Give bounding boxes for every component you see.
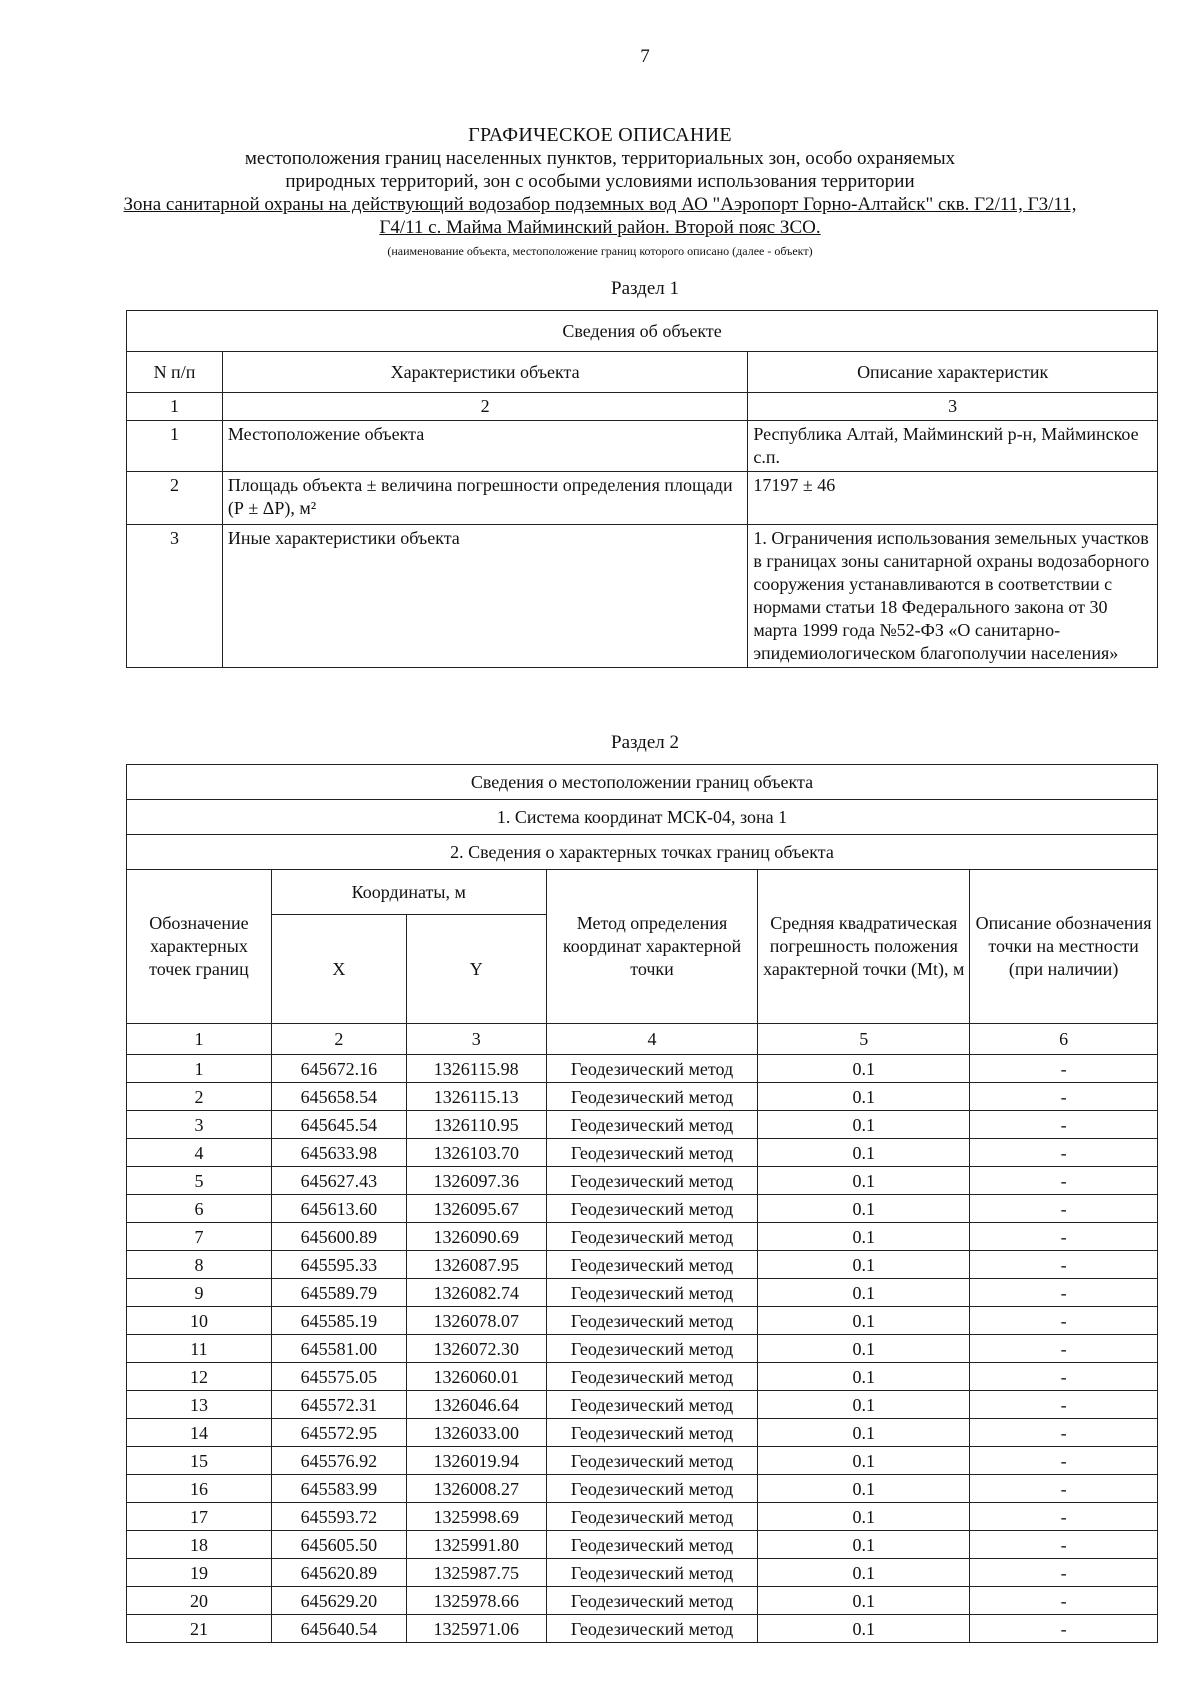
page-number: 7: [640, 46, 650, 67]
row-characteristic: Иные характеристики объекта: [222, 525, 747, 668]
point-method: Геодезический метод: [546, 1251, 758, 1279]
row-description: 1. Ограничения использования земельных участков в границах зоны санитарной охраны водозаборного сооружения устанавливаются в соответствии с нормами статьи 18 Федерального закона от 30 марта 1999 года №52-ФЗ «О санитарно-эпидемиологическом благополучии населения»: [748, 525, 1158, 668]
point-y: 1326019.94: [406, 1447, 546, 1475]
point-description: -: [970, 1419, 1158, 1447]
header-x: X: [271, 915, 406, 1024]
table-row: [127, 1391, 1158, 1419]
point-method: Геодезический метод: [546, 1531, 758, 1559]
point-id: 7: [127, 1223, 272, 1251]
point-mt: 0.1: [758, 1615, 970, 1643]
point-description: -: [970, 1195, 1158, 1223]
document-subtitle-line2: природных территорий, зон с особыми условиями использования территории: [285, 171, 915, 192]
column-number: 3: [406, 1024, 546, 1055]
point-description: -: [970, 1531, 1158, 1559]
row-description: 17197 ± 46: [748, 472, 1158, 525]
point-mt: 0.1: [758, 1531, 970, 1559]
point-method: Геодезический метод: [546, 1083, 758, 1111]
point-x: 645613.60: [271, 1195, 406, 1223]
point-y: 1326082.74: [406, 1279, 546, 1307]
point-x: 645593.72: [271, 1503, 406, 1531]
point-method: Геодезический метод: [546, 1559, 758, 1587]
point-x: 645572.31: [271, 1391, 406, 1419]
object-name-note: (наименование объекта, местоположение границ которого описано (далее - объект): [387, 244, 813, 258]
header-error: Средняя квадратическая погрешность положения характерной точки (Mt), м: [758, 870, 970, 1024]
table-row: [127, 1503, 1158, 1531]
object-info-table: [126, 310, 1158, 668]
point-method: Геодезический метод: [546, 1335, 758, 1363]
point-description: -: [970, 1307, 1158, 1335]
point-description: -: [970, 1167, 1158, 1195]
point-description: -: [970, 1363, 1158, 1391]
point-y: 1325987.75: [406, 1559, 546, 1587]
header-characteristic: Характеристики объекта: [222, 352, 747, 393]
object-info-caption: Сведения об объекте: [127, 311, 1158, 352]
point-x: 645627.43: [271, 1167, 406, 1195]
point-y: 1325978.66: [406, 1587, 546, 1615]
point-id: 19: [127, 1559, 272, 1587]
point-method: Геодезический метод: [546, 1363, 758, 1391]
point-y: 1326115.98: [406, 1055, 546, 1083]
point-id: 8: [127, 1251, 272, 1279]
point-x: 645633.98: [271, 1139, 406, 1167]
point-method: Геодезический метод: [546, 1587, 758, 1615]
point-id: 2: [127, 1083, 272, 1111]
point-x: 645576.92: [271, 1447, 406, 1475]
point-id: 20: [127, 1587, 272, 1615]
table-row: [127, 421, 1158, 472]
point-id: 5: [127, 1167, 272, 1195]
point-y: 1326060.01: [406, 1363, 546, 1391]
point-id: 17: [127, 1503, 272, 1531]
point-id: 3: [127, 1111, 272, 1139]
header-y: Y: [406, 915, 546, 1024]
table-row: [127, 1335, 1158, 1363]
table-row: [127, 1055, 1158, 1083]
point-mt: 0.1: [758, 1587, 970, 1615]
point-mt: 0.1: [758, 1223, 970, 1251]
point-id: 16: [127, 1475, 272, 1503]
table-row: [127, 1615, 1158, 1643]
row-characteristic: Площадь объекта ± величина погрешности определения площади (Р ± ΔР), м²: [222, 472, 747, 525]
point-y: 1326090.69: [406, 1223, 546, 1251]
point-description: -: [970, 1335, 1158, 1363]
point-id: 6: [127, 1195, 272, 1223]
table-row: [127, 1559, 1158, 1587]
point-id: 18: [127, 1531, 272, 1559]
table-row: [127, 472, 1158, 525]
point-y: 1326078.07: [406, 1307, 546, 1335]
point-method: Геодезический метод: [546, 1391, 758, 1419]
table-row: [127, 1251, 1158, 1279]
point-mt: 0.1: [758, 1083, 970, 1111]
point-description: -: [970, 1139, 1158, 1167]
point-description: -: [970, 1559, 1158, 1587]
table-row: [127, 1279, 1158, 1307]
point-description: -: [970, 1055, 1158, 1083]
point-y: 1326097.36: [406, 1167, 546, 1195]
point-method: Геодезический метод: [546, 1167, 758, 1195]
point-method: Геодезический метод: [546, 1475, 758, 1503]
point-y: 1326087.95: [406, 1251, 546, 1279]
document-heading: [100, 124, 1100, 259]
column-number: 2: [271, 1024, 406, 1055]
point-id: 10: [127, 1307, 272, 1335]
point-mt: 0.1: [758, 1167, 970, 1195]
point-method: Геодезический метод: [546, 1111, 758, 1139]
table-row: [127, 1531, 1158, 1559]
point-id: 11: [127, 1335, 272, 1363]
point-description: -: [970, 1279, 1158, 1307]
table-row: [127, 1223, 1158, 1251]
point-x: 645640.54: [271, 1615, 406, 1643]
point-method: Геодезический метод: [546, 1139, 758, 1167]
point-mt: 0.1: [758, 1391, 970, 1419]
column-number: 4: [546, 1024, 758, 1055]
point-description: -: [970, 1251, 1158, 1279]
column-number: 1: [127, 1024, 272, 1055]
point-y: 1326095.67: [406, 1195, 546, 1223]
point-mt: 0.1: [758, 1279, 970, 1307]
row-description: Республика Алтай, Майминский р-н, Майминское с.п.: [748, 421, 1158, 472]
object-name-line2: Г4/11 с. Майма Майминский район. Второй пояс ЗСО.: [379, 217, 821, 238]
point-method: Геодезический метод: [546, 1055, 758, 1083]
point-mt: 0.1: [758, 1419, 970, 1447]
point-mt: 0.1: [758, 1195, 970, 1223]
point-id: 12: [127, 1363, 272, 1391]
point-y: 1325971.06: [406, 1615, 546, 1643]
section1-label: Раздел 1: [611, 278, 679, 299]
point-y: 1326115.13: [406, 1083, 546, 1111]
point-description: -: [970, 1475, 1158, 1503]
point-x: 645605.50: [271, 1531, 406, 1559]
point-method: Геодезический метод: [546, 1195, 758, 1223]
point-description: -: [970, 1615, 1158, 1643]
point-mt: 0.1: [758, 1139, 970, 1167]
column-number: 3: [748, 393, 1158, 421]
point-mt: 0.1: [758, 1251, 970, 1279]
point-id: 15: [127, 1447, 272, 1475]
table-row: [127, 1363, 1158, 1391]
point-x: 645629.20: [271, 1587, 406, 1615]
table-row: [127, 1139, 1158, 1167]
column-number: 1: [127, 393, 223, 421]
header-description: Описание характеристик: [748, 352, 1158, 393]
point-y: 1326103.70: [406, 1139, 546, 1167]
table-row: [127, 1167, 1158, 1195]
point-x: 645585.19: [271, 1307, 406, 1335]
document-title: ГРАФИЧЕСКОЕ ОПИСАНИЕ: [468, 124, 732, 146]
point-id: 9: [127, 1279, 272, 1307]
point-y: 1326110.95: [406, 1111, 546, 1139]
row-characteristic: Местоположение объекта: [222, 421, 747, 472]
point-mt: 0.1: [758, 1363, 970, 1391]
point-description: -: [970, 1083, 1158, 1111]
point-method: Геодезический метод: [546, 1279, 758, 1307]
column-number: 6: [970, 1024, 1158, 1055]
point-mt: 0.1: [758, 1335, 970, 1363]
table-row: [127, 525, 1158, 668]
object-name-line1: Зона санитарной охраны на действующий водозабор подземных вод АО "Аэропорт Горно-Алтайск" скв. Г2/11, Г3/11,: [123, 194, 1077, 215]
point-description: -: [970, 1447, 1158, 1475]
point-description: -: [970, 1391, 1158, 1419]
points-caption: 2. Сведения о характерных точках границ объекта: [127, 835, 1158, 870]
point-mt: 0.1: [758, 1559, 970, 1587]
point-x: 645645.54: [271, 1111, 406, 1139]
point-description: -: [970, 1111, 1158, 1139]
table-row: [127, 1475, 1158, 1503]
point-method: Геодезический метод: [546, 1223, 758, 1251]
point-id: 14: [127, 1419, 272, 1447]
header-method: Метод определения координат характерной точки: [546, 870, 758, 1024]
header-coordinates: Координаты, м: [271, 870, 546, 915]
point-description: -: [970, 1503, 1158, 1531]
column-number: 5: [758, 1024, 970, 1055]
table-row: [127, 1307, 1158, 1335]
point-mt: 0.1: [758, 1503, 970, 1531]
header-point-designation: Обозначение характерных точек границ: [127, 870, 272, 1024]
point-id: 21: [127, 1615, 272, 1643]
boundary-points-table: [126, 764, 1158, 1643]
point-method: Геодезический метод: [546, 1615, 758, 1643]
point-mt: 0.1: [758, 1111, 970, 1139]
point-x: 645620.89: [271, 1559, 406, 1587]
point-y: 1326046.64: [406, 1391, 546, 1419]
point-y: 1325991.80: [406, 1531, 546, 1559]
point-id: 13: [127, 1391, 272, 1419]
table-row: [127, 1195, 1158, 1223]
point-x: 645581.00: [271, 1335, 406, 1363]
point-mt: 0.1: [758, 1055, 970, 1083]
row-number: 1: [127, 421, 223, 472]
point-method: Геодезический метод: [546, 1307, 758, 1335]
row-number: 3: [127, 525, 223, 668]
point-description: -: [970, 1223, 1158, 1251]
point-y: 1326008.27: [406, 1475, 546, 1503]
section2-label: Раздел 2: [611, 732, 679, 753]
location-caption: Сведения о местоположении границ объекта: [127, 765, 1158, 800]
point-x: 645658.54: [271, 1083, 406, 1111]
table-row: [127, 1419, 1158, 1447]
point-description: -: [970, 1587, 1158, 1615]
point-x: 645575.05: [271, 1363, 406, 1391]
point-x: 645583.99: [271, 1475, 406, 1503]
point-method: Геодезический метод: [546, 1447, 758, 1475]
point-x: 645600.89: [271, 1223, 406, 1251]
point-y: 1325998.69: [406, 1503, 546, 1531]
point-method: Геодезический метод: [546, 1419, 758, 1447]
header-point-description: Описание обозначения точки на местности (при наличии): [970, 870, 1158, 1024]
point-x: 645595.33: [271, 1251, 406, 1279]
point-x: 645672.16: [271, 1055, 406, 1083]
document-subtitle-line1: местоположения границ населенных пунктов, территориальных зон, особо охраняемых: [244, 148, 956, 169]
point-mt: 0.1: [758, 1447, 970, 1475]
point-x: 645589.79: [271, 1279, 406, 1307]
point-x: 645572.95: [271, 1419, 406, 1447]
point-y: 1326033.00: [406, 1419, 546, 1447]
column-number: 2: [222, 393, 747, 421]
point-id: 1: [127, 1055, 272, 1083]
table-row: [127, 1111, 1158, 1139]
point-mt: 0.1: [758, 1307, 970, 1335]
table-row: [127, 1587, 1158, 1615]
header-number: N п/п: [127, 352, 223, 393]
point-id: 4: [127, 1139, 272, 1167]
table-row: [127, 1083, 1158, 1111]
point-y: 1326072.30: [406, 1335, 546, 1363]
coordinate-system: 1. Система координат МСК-04, зона 1: [127, 800, 1158, 835]
point-mt: 0.1: [758, 1475, 970, 1503]
row-number: 2: [127, 472, 223, 525]
point-method: Геодезический метод: [546, 1503, 758, 1531]
table-row: [127, 1447, 1158, 1475]
